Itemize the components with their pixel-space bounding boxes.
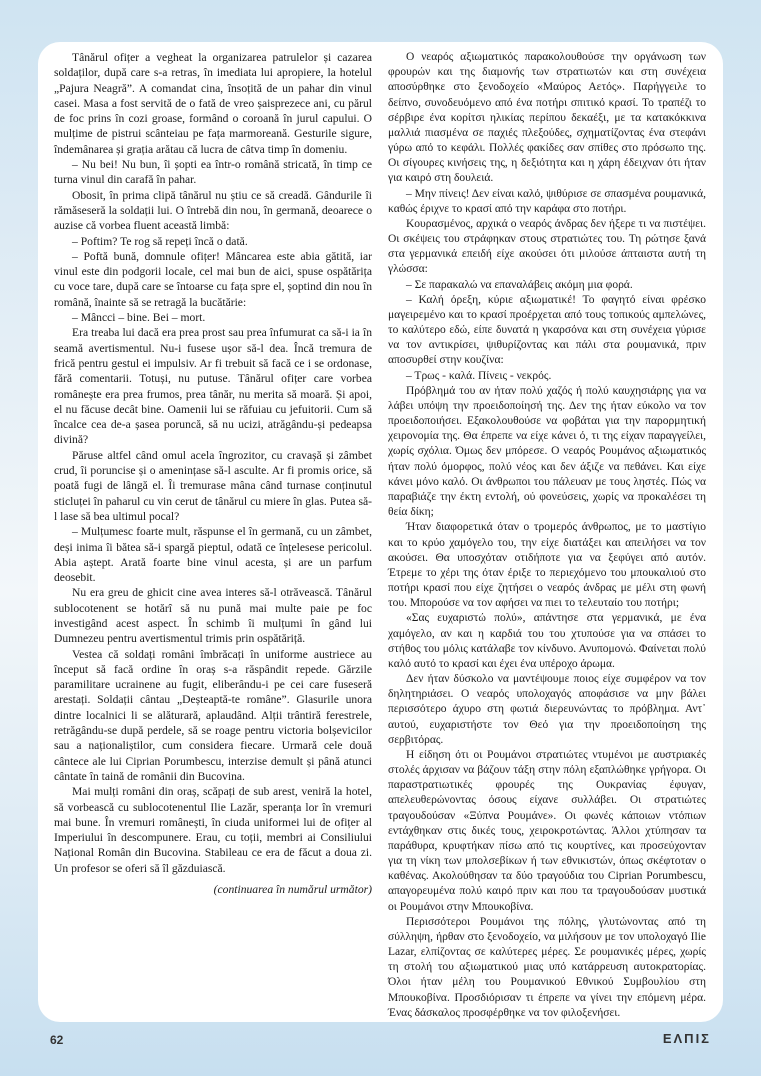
- paragraph: Πρόβλημά του αν ήταν πολύ χαζός ή πολύ καυχησιάρης για να λάβει υπόψη την προειδοποίησή της. Δεν της ήταν εύκολο να τον προειδοποιήσει. Εξακολουθούσε να φοβάται για την παρορμητική χειρονομία της. Θα έπρεπε να είχε κάνει ό, τι της είχαν παραγγείλει, χωρίς σχόλια. Όμως δεν μπόρεσε. Ο νεαρός Ρουμάνος αξιωματικός ήταν πολύ όμορφος, πολύ νέος και δεν άξιζε να πεθάνει. Και είχε κάνει μόνο καλό. Οι άνθρωποι του πάλευαν με τους ληστές. Πώς να παραβιάζε την έκτη εντολή, ού φονεύσεις, χωρίς να προκαλέσει τη θεία δίκη;: [388, 384, 706, 519]
- paragraph: Nu era greu de ghicit cine avea interes să-l otrăvească. Tânărul sublocotenent se hotărî să nu pună mai multe paie pe foc investigând acest aspect. În schimb îi mulțumi în gând lui Dumnezeu pentru avertismentul trimis prin ospătăriță.: [54, 586, 372, 646]
- paragraph: Η είδηση ότι οι Ρουμάνοι στρατιώτες ντυμένοι με αυστριακές στολές άρχισαν να βάζουν τάξη στην πόλη εξαπλώθηκε γρήγορα. Οι παραστρατιωτικές φρουρές της Ουκρανίας έφυγαν, απελευθερώνοντας όσους είχανε συλλάβει. Οι στρατιώτες τραγουδούσαν «Ξύπνα Ρουμάνε». Οι φωνές κάποιων ντόπιων εντάχθηκαν στις δικές τους, χειροκροτώντας. Άλλοι χτύπησαν τα παράθυρα, κρυφτήκαν πίσω από τις κουρτίνες, και προσεύχονταν για τη νίκη των μπολσεβίκων ή των εθνικιστών, όπως σκέφτοταν ο καθένας. Ακολούθησαν τα δύο τραγούδια του Ciprian Porumbescu, απαγορευμένα πολύ καιρό πριν και που τα τραγουδούσαν μυστικά οι Ρουμάνοι στην Μπουκοβίνα.: [388, 748, 706, 913]
- paragraph: – Mulțumesc foarte mult, răspunse el în germană, cu un zâmbet, deși inima îi bătea să-i spargă pieptul, odată ce înțelesese pericolul. Abia aștept. Arată foarte bine vinul acesta, și are un parfum deosebit.: [54, 525, 372, 585]
- romanian-column: [54, 50, 372, 897]
- paragraph: Tânărul ofițer a vegheat la organizarea patrulelor și cazarea soldaților, după care s-a retras, în imediata lui apropiere, la hotelul „Pajura Neagră”. A comandat cina, însoțită de un pahar din vinul casei. Masa a fost servită de o fată de vreo șaisprezece ani, cu părul de foc prins în cozi groase, formând o coroană în jurul capului. O mulțime de pistrui scânteiau pe fața marmoreană. Gesturile sigure, îndemânarea și grația arătau că lucra de câtva timp în domeniu.: [54, 51, 372, 156]
- paragraph: – Τρως - καλά. Πίνεις - νεκρός.: [406, 369, 552, 382]
- paragraph: – Poftim? Te rog să repeți încă o dată.: [72, 234, 248, 248]
- paragraph: Obosit, în prima clipă tânărul nu știu ce să creadă. Gândurile îi rămăseseră la soldații lui. O întrebă din nou, în germană, deoarece o auzise că vorbea fluent această limbă:: [54, 188, 372, 233]
- paragraph: Mai mulți români din oraș, scăpați de sub arest, veniră la hotel, să vorbească cu sublocotenentul Ilie Lazăr, speranța lor în vremuri mai bune. În vremuri românești, în ciuda uniformei lui de ofițer al Imperiului în descompunere. Erau, cu toții, membri ai Consiliului Național Român din Bucovina. Stabileau ce era de făcut a doua zi. Un profesor se oferi să îl găzduiască.: [54, 785, 372, 875]
- paragraph: – Μην πίνεις! Δεν είναι καλό, ψιθύρισε σε σπασμένα ρουμανικά, καθώς έριχνε το κρασί από την καράφα στο ποτήρι.: [388, 187, 706, 215]
- magazine-title: ΕΛΠΙΣ: [662, 1031, 711, 1046]
- paragraph: – Nu bei! Nu bun, îi șopti ea într-o română stricată, în timp ce turna vinul din carafă în pahar.: [54, 158, 372, 187]
- paragraph: Era treaba lui dacă era prea prost sau prea înfumurat ca să-i ia în seamă avertismentul. Nu-i fusese ușor să-l dea. Încă tremura de frică pentru gestul ei impulsiv. Ar fi trebuit să facă ce i se ordonase, fără comentarii. Totuși, nu putuse. Tânărul ofițer care vorbea românește era prea frumos, prea tânăr, nu merita să moară. Și apoi, el nu făcuse decât bine. Oamenii lui se răfuiau cu jefuitorii. Cum să încalce cea de-a șasea poruncă, să nu ucizi, atrăgându-și pedeapsa divină?: [54, 326, 372, 447]
- continued-note: (continuarea în numărul următor): [213, 883, 372, 897]
- paragraph: Δεν ήταν δύσκολο να μαντέψουμε ποιος είχε συμφέρον να τον δηλητηριάσει. Ο νεαρός υπολοχαγός αποφάσισε να μην βάλει περισσότερο άχυρο στη φωτιά διερευνώντας το πρόβλημα. Αντ᾽ αυτού, ευχαριστήστε τον Θεό για την προειδοποίηση της σερβιτόρας.: [388, 673, 706, 746]
- paragraph: – Καλή όρεξη, κύριε αξιωματικέ! Το φαγητό είναι φρέσκο μαγειρεμένο και το κρασί προέρχεται από τους τοπικούς αμπελώνες, το καλύτερο εδώ, είπε δυνατά η γκαρσόνα και στη συνέχεια γύρισε να τον αντικρίσει, ψιθυρίζοντας και πάλι στα ρουμανικά, πριν αποσυρθεί στην κουζίνα:: [388, 293, 706, 367]
- paragraph: Păruse altfel când omul acela îngrozitor, cu cravașă și zâmbet crud, îi poruncise și o amenințase să-l asculte. Ar fi promis orice, să poată fugi de lângă el. Îi tremurase mâna când turnase conținutul sticluței în paharul cu vin cerut de tânărul cu miere în glas. Putea să-l lase să bea ultimul pocal?: [54, 448, 372, 523]
- greek-column: [388, 50, 706, 1021]
- paragraph: – Σε παρακαλώ να επαναλάβεις ακόμη μια φορά.: [406, 278, 633, 291]
- paragraph: – Poftă bună, domnule ofițer! Mâncarea este abia gătită, iar vinul este din podgorii locale, cel mai bun de aici, spuse ospătărița cu voce tare, după care se întoarse cu fața spre el, șoptind din nou în română, înainte să se retragă la bucătărie:: [54, 249, 372, 309]
- paragraph: Ο νεαρός αξιωματικός παρακολουθούσε την οργάνωση των φρουρών και της διαμονής των στρατιωτών και στη συνέχεια αποσύρθηκε στο ξενοδοχείο «Μαύρος Αετός». Παρήγγειλε το δείπνο, συνοδευόμενο από ένα ποτήρι σπιτικό κρασί. Το τραπέζι το σέρβιρε ένα κορίτσι ηλικίας περίπου δεκαέξι, με τα κατακόκκινα μαλλιά πιασμένα σε παχιές πλεξούδες, σχηματίζοντας ένα στεφάνι γύρω από το κεφάλι. Πολλές φακίδες σαν σπίθες στο πρόσωπο της. Οι σίγουρες κινήσεις της, η δεξιότητα και η χάρη έδειχναν ότι ήταν για καιρό στη δουλειά.: [388, 51, 706, 185]
- paragraph: Ήταν διαφορετικά όταν ο τρομερός άνθρωπος, με το μαστίγιο και το κρύο χαμόγελο του, την είχε διατάξει και απειλήσει να τον ακούσει. Θα υποσχόταν οτιδήποτε για να ξεφύγει από αυτόν. Έτρεμε το χέρι της όταν έριξε το περιεχόμενο του μπουκαλιού στο ποτήρι κρασί που είχε ζητήσει ο νεαρός άνδρας με μέλι στη φωνή του. Μπορούσε να τον αφήσει να πιει το τελευταίο του ποτήρι;: [388, 521, 706, 610]
- paragraph: Κουρασμένος, αρχικά ο νεαρός άνδρας δεν ήξερε τι να πιστέψει. Οι σκέψεις του στράφηκαν στους στρατιώτες του. Τη ρώτησε ξανά στα γερμανικά επειδή είχε ακούσει ότι μιλούσε άπταιστα αυτή τη γλώσσα:: [388, 217, 706, 276]
- paragraph: – Mâncci – bine. Bei – mort.: [72, 311, 206, 325]
- paragraph: Vestea că soldați români îmbrăcați în uniforme austriece au început să facă ordine în oraș s-a răspândit repede. Gărzile paramilitare ucrainene au fugit, eliberându-i pe cei care fuseseră arestați. Soldații cântau „Deșteaptă-te române”. Glasurile unora dintre localnici li se alăturară, aplaudând. Alții trântiră ferestrele, retrăgându-se după perdele, să se roage pentru victoria bolșevicilor sau a naționaliștilor, cum considera fiecare. Urmară cele două cântece ale lui Ciprian Porumbescu, interzise demult și până atunci cântate în taină de românii din Bucovina.: [54, 647, 372, 783]
- page-number: 62: [50, 1033, 64, 1047]
- paragraph: «Σας ευχαριστώ πολύ», απάντησε στα γερμανικά, με ένα χαμόγελο, αν και η καρδιά του του χτυπούσε για να σπάσει το στήθος του μόλις κατάλαβε τον κίνδυνο. Ανυπομονώ. Φαίνεται πολύ καλό αυτό το κρασί και έχει ένα υπέροχο άρωμα.: [388, 612, 706, 670]
- paragraph: Περισσότεροι Ρουμάνοι της πόλης, γλυτώνοντας από τη σύλληψη, ήρθαν στο ξενοδοχείο, να μιλήσουν με τον υπολοχαγό Ilie Lazar, ελπίζοντας σε καλύτερες μέρες. Σε ρουμανικές μέρες, χωρίς τη στολή του αξιωματικού μιας υπό κατάρρευση αυτοκρατορίας. Όλοι ήταν μέλη του Ρουμανικού Εθνικού Συμβουλίου στη Μπουκοβίνα. Προσδιόρισαν τι έπρεπε να γίνει την επόμενη μέρα. Ένας δάσκαλος προσφέρθηκε να τον φιλοξενήσει.: [388, 915, 706, 1019]
